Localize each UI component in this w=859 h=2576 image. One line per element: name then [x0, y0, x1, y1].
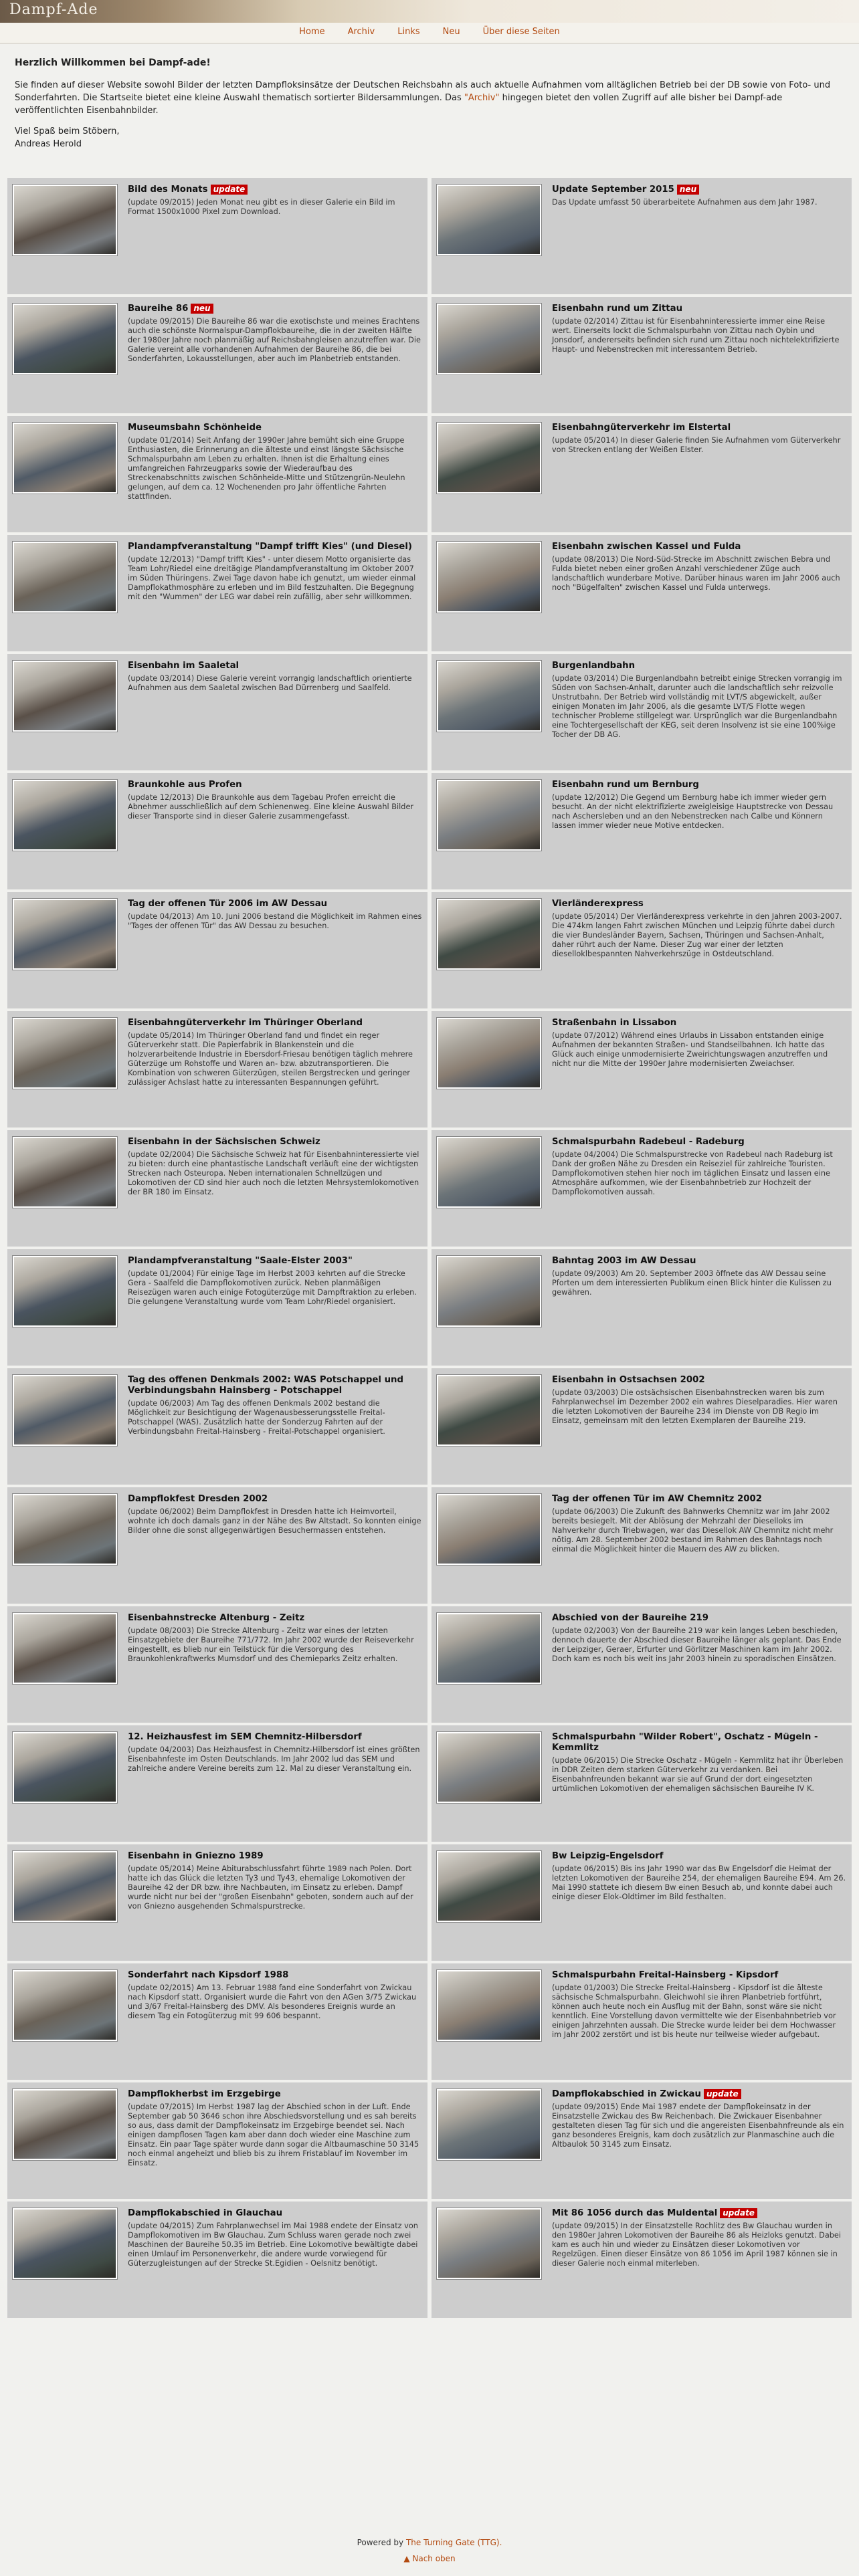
gallery-description: (update 06/2003) Die Zukunft des Bahnwerks Chemnitz war im Jahr 2002 bereits besiegelt. Mit der Ablösung der Mehrzahl der Dieselloks im Nahverkehr durch Triebwagen, war das Diesellok AW Chemnitz nicht mehr nötig. Am 28. September 2002 bestand im Rahmen des Bahntags noch einmal die Möglichkeit hinter die Mauern des AW zu blicken. [552, 1507, 834, 1553]
gallery-card-text [552, 542, 846, 645]
gallery-thumbnail[interactable] [13, 304, 117, 374]
gallery-card[interactable] [7, 1011, 427, 1128]
gallery-title[interactable] [128, 2208, 422, 2219]
gallery-card[interactable] [432, 1844, 852, 1961]
gallery-title-text: Braunkohle aus Profen [128, 780, 242, 790]
gallery-card-text [128, 1970, 422, 2073]
gallery-title[interactable] [128, 2089, 422, 2100]
gallery-description: Das Update umfasst 50 überarbeitete Aufnahmen aus dem Jahr 1987. [552, 198, 818, 207]
nav-link[interactable]: Links [397, 27, 420, 37]
gallery-thumbnail[interactable] [13, 1256, 117, 1327]
gallery-title[interactable] [552, 899, 846, 909]
gallery-title[interactable] [128, 542, 422, 552]
gallery-thumbnail[interactable] [13, 2089, 117, 2160]
signature: Andreas Herold [15, 139, 82, 149]
gallery-thumbnail[interactable] [437, 1494, 541, 1565]
gallery-title-text: Museumsbahn Schönheide [128, 423, 262, 433]
gallery-title[interactable] [128, 899, 422, 909]
gallery-description: (update 03/2014) Diese Galerie vereint vorrangig landschaftlich orientierte Aufnahmen aus dem Saaletal zwischen Bad Dürrenberg und Saalfeld. [128, 674, 412, 692]
gallery-title[interactable] [128, 661, 422, 671]
gallery-description: (update 06/2002) Beim Dampflokfest in Dresden hatte ich Heimvorteil, wohnte ich doch damals ganz in der Nähe des Bw Altstadt. So konnten einige Bilder ohne die sonst allgegenwärtigen Besuchermassen entstehen. [128, 1507, 421, 1535]
gallery-card-text [552, 661, 846, 764]
gallery-description: (update 06/2003) Am Tag des offenen Denkmals 2002 bestand die Möglichkeit zur Besichtigung der Wagenausbesserungsstelle Freital-Potschappel (WAS). Zusätzlich hatte der Sonderzug Fahrten auf der Verbindungsbahn Freital-Hainsberg - Freital-Potschappel organisiert. [128, 1399, 385, 1436]
gallery-thumbnail[interactable] [437, 2208, 541, 2279]
gallery-card[interactable] [7, 1368, 427, 1485]
gallery-thumbnail[interactable] [437, 1613, 541, 1684]
gallery-card-text [552, 780, 846, 883]
gallery-row [7, 1606, 852, 1723]
gallery-card[interactable] [432, 1130, 852, 1247]
gallery-title-text: Vierländerexpress [552, 899, 644, 909]
archive-link[interactable]: "Archiv" [464, 93, 500, 103]
gallery-card-text [552, 185, 846, 288]
gallery-title-text: Dampflokherbst im Erzgebirge [128, 2089, 281, 2099]
gallery-description: (update 09/2015) Ende Mai 1987 endete der Dampflokeinsatz in der Einsatzstelle Zwickau des Bw Reichenbach. Die Zwickauer Eisenbahner gestalteten diesen Tag für sich und die angereisten Eisenbahnfreunde als ein ganz besonderes Ereignis, kam doch zusätzlich zur Planmaschine auch die Altbaulok 50 3145 zum Einsatz. [552, 2103, 844, 2149]
gallery-title-text: Schmalspurbahn Radebeul - Radeburg [552, 1137, 745, 1147]
gallery-title[interactable] [128, 1970, 422, 1981]
gallery-description: (update 04/2013) Am 10. Juni 2006 bestand die Möglichkeit im Rahmen eines "Tages der offenen Tür" das AW Dessau zu besuchen. [128, 912, 422, 930]
gallery-card-text [128, 1137, 422, 1240]
gallery-card[interactable] [7, 535, 427, 651]
gallery-row [7, 1011, 852, 1128]
gallery-thumbnail[interactable] [13, 1494, 117, 1565]
intro-text-before: Sie finden auf dieser Website sowohl Bilder der letzten Dampfloksinsätze der Deutschen Reichsbahn als auch aktuelle Aufnahmen vom alltäglichen Betrieb bei der DB sowie von Foto- und Sonderfahrten. Die Startseite bietet eine kleine Auswahl thematisch sortierter Bildersammlungen. Das [15, 80, 831, 103]
gallery-description: (update 04/2015) Zum Fahrplanwechsel im Mai 1988 endete der Einsatz von Dampflokomotiven im Bw Glauchau. Zum Schluss waren gerade noch zwei Maschinen der Baureihe 50.35 im Betrieb. Eine Lokomotive bewältigte dabei einen Umlauf im Personenverkehr, die andere wurde vorwiegend für Güterzugleistungen auf der Strecke St.Egidien - Oelsnitz benötigt. [128, 2222, 418, 2268]
gallery-card-text [128, 1613, 422, 1716]
gallery-title-text: Eisenbahn in Ostsachsen 2002 [552, 1375, 705, 1385]
gallery-card[interactable] [432, 773, 852, 889]
gallery-card-text [128, 661, 422, 764]
gallery-title-text: Eisenbahngüterverkehr im Thüringer Oberland [128, 1018, 363, 1028]
gallery-thumbnail[interactable] [13, 1970, 117, 2041]
gallery-card[interactable] [7, 773, 427, 889]
footer [0, 2535, 859, 2567]
gallery-title[interactable] [552, 542, 846, 552]
gallery-title[interactable] [552, 1375, 846, 1386]
intro-paragraph [15, 79, 844, 117]
gallery-thumbnail[interactable] [13, 1613, 117, 1684]
gallery-description: (update 06/2015) Die Strecke Oschatz - Mügeln - Kemmlitz hat ihr Überleben in DDR Zeiten dem starken Güterverkehr zu verdanken. Bei Eisenbahnfreunden bekannt war sie auf Grund der dort eingesetzten urtümlichen Lokomotiven der ehemaligen sächsischen Baureihe IV K. [552, 1756, 844, 1793]
gallery-card-text [552, 1137, 846, 1240]
nav-link[interactable]: Neu [442, 27, 460, 37]
gallery-thumbnail[interactable] [437, 1970, 541, 2041]
powered-by [0, 2535, 859, 2551]
gallery-title-text: Schmalspurbahn Freital-Hainsberg - Kipsdorf [552, 1970, 779, 1980]
gallery-description: (update 05/2014) Im Thüringer Oberland fand und findet ein reger Güterverkehr statt. Die Papierfabrik in Blankenstein und die holzverarbeitende Industrie in Ebersdorf-Friesau benötigen täglich mehrere Güterzüge um Rohstoffe und Waren an- bzw. abzutransportieren. Die Kombination von schweren Güterzügen, steilen Bergstrecken und geringer zulässiger Achslast hatte zu interessanten Bespannungen geführt. [128, 1031, 413, 1087]
gallery-card[interactable] [432, 1011, 852, 1128]
gallery-description: (update 04/2003) Das Heizhausfest in Chemnitz-Hilbersdorf ist eines größten Eisenbahnfeste im Osten Deutschlands. Im Jahr 2002 lud das SEM und zahlreiche andere Vereine bereits zum 12. Mal zu dieser Veranstaltung ein. [128, 1745, 420, 1773]
gallery-row [7, 2082, 852, 2199]
gallery-thumbnail[interactable] [13, 2208, 117, 2279]
gallery-card-text [552, 1732, 846, 1835]
gallery-card[interactable] [432, 892, 852, 1008]
gallery-title-text: Eisenbahn rund um Bernburg [552, 780, 699, 790]
gallery-card-text [552, 1970, 846, 2073]
gallery-card[interactable] [7, 1487, 427, 1604]
gallery-row [7, 535, 852, 651]
gallery-title-text: Straßenbahn in Lissabon [552, 1018, 677, 1028]
gallery-card-text [128, 1732, 422, 1835]
site-banner [0, 0, 859, 23]
gallery-card[interactable] [432, 1487, 852, 1604]
gallery-title[interactable] [552, 2208, 846, 2219]
intro-heading: Herzlich Willkommen bei Dampf-ade! [15, 58, 211, 68]
gallery-card[interactable] [432, 1368, 852, 1485]
gallery-thumbnail[interactable] [13, 542, 117, 613]
gallery-title-text: Update September 2015 [552, 185, 674, 195]
gallery-row [7, 297, 852, 413]
gallery-row [7, 1249, 852, 1366]
gallery-row [7, 2202, 852, 2318]
gallery-title-text: Abschied von der Baureihe 219 [552, 1613, 708, 1623]
gallery-description: (update 01/2004) Für einige Tage im Herbst 2003 kehrten auf die Strecke Gera - Saalfeld die Dampflokomotiven zurück. Neben planmäßigen Reisezügen waren auch einige Fotogüterzüge mit Dampftraktion zu erleben. Die gelungene Veranstaltung wurde vom Team Lohr/Riedel organisiert. [128, 1269, 417, 1306]
gallery-title[interactable] [128, 1256, 422, 1267]
gallery-thumbnail[interactable] [437, 1018, 541, 1089]
gallery-title-text: Bild des Monats [128, 185, 208, 195]
greeting: Viel Spaß beim Stöbern, [15, 126, 120, 136]
update-badge: update [211, 185, 248, 195]
gallery-thumbnail[interactable] [437, 185, 541, 255]
gallery-description: (update 03/2014) Die Burgenlandbahn betreibt einige Strecken vorrangig im Süden von Sachsen-Anhalt, darunter auch die landschaftlich sehr reizvolle Unstrutbahn. Der Betrieb wird vollständig mit LVT/S abgewickelt, außer einigen Monaten im Jahr 2006, als die gesamte LVT/S Flotte wegen technischer Probleme stillgelegt war. Ursprünglich war die Burgenlandbahn eine Tochtergesellschaft der KEG, seit deren Insolvenz ist sie eine 100%ige Tocher der DB AG. [552, 674, 842, 739]
main-nav [0, 23, 859, 43]
gallery-card[interactable] [432, 1249, 852, 1366]
gallery-card-text [128, 423, 422, 526]
gallery-thumbnail[interactable] [437, 1375, 541, 1446]
intro-section [0, 43, 859, 165]
gallery-card[interactable] [432, 654, 852, 770]
gallery-description: (update 02/2003) Von der Baureihe 219 war kein langes Leben beschieden, dennoch dauerte der Abschied dieser Baureihe länger als geplant. Das Ende der Leipziger, Geraer, Erfurter und Görlitzer Maschinen kam im Jahr 2002. Doch kam es noch bis weit ins Jahr 2003 hinein zu sporadischen Einsätzen. [552, 1626, 842, 1663]
gallery-card[interactable] [432, 2082, 852, 2199]
gallery-card[interactable] [7, 416, 427, 532]
intro-text-after: hingegen bietet den vollen Zugriff auf alle bisher bei Dampf-ade veröffentlichten Eisenbahnbilder. [15, 93, 783, 116]
powered-prefix: Powered by [357, 2538, 406, 2547]
gallery-card[interactable] [432, 1963, 852, 2080]
gallery-row [7, 416, 852, 532]
gallery-thumbnail[interactable] [437, 661, 541, 732]
site-logo[interactable]: Dampf-Ade [9, 1, 98, 18]
gallery-description: (update 07/2012) Während eines Urlaubs in Lissabon entstanden einige Aufnahmen der bekannten Straßen- und Standseilbahnen. Ich hatte das Glück auch einige unmodernisierte Zweirichtungswagen anzutreffen und nicht nur die Mitte der 1990er Jahre modernisierten Zweiachser. [552, 1031, 828, 1068]
gallery-title-text: Schmalspurbahn "Wilder Robert", Oschatz - Mügeln - Kemmlitz [552, 1732, 818, 1753]
gallery-grid [7, 178, 852, 2321]
gallery-card[interactable] [7, 1963, 427, 2080]
gallery-title-text: Dampflokabschied in Zwickau [552, 2089, 701, 2099]
gallery-card-text [552, 304, 846, 407]
gallery-card[interactable] [432, 1725, 852, 1842]
gallery-title[interactable] [128, 1137, 422, 1148]
gallery-title-text: Eisenbahn in Gniezno 1989 [128, 1851, 264, 1861]
gallery-title[interactable] [128, 185, 422, 195]
ttg-link[interactable]: The Turning Gate (TTG). [405, 2538, 502, 2547]
gallery-title[interactable] [128, 1018, 422, 1029]
gallery-description: (update 09/2003) Am 20. September 2003 öffnete das AW Dessau seine Pforten um dem interessierten Publikum einen Blick hinter die Kulissen zu gewähren. [552, 1269, 832, 1297]
gallery-title-text: Eisenbahn zwischen Kassel und Fulda [552, 542, 741, 552]
gallery-row [7, 178, 852, 294]
gallery-card[interactable] [7, 1725, 427, 1842]
update-badge: update [720, 2208, 757, 2218]
gallery-card[interactable] [432, 1606, 852, 1723]
gallery-card-text [552, 1256, 846, 1359]
gallery-thumbnail[interactable] [437, 1256, 541, 1327]
gallery-title[interactable] [552, 1494, 846, 1505]
gallery-card-text [128, 1375, 422, 1478]
gallery-title-text: Tag der offenen Tür im AW Chemnitz 2002 [552, 1494, 763, 1504]
gallery-thumbnail[interactable] [13, 1137, 117, 1208]
gallery-card-text [552, 1494, 846, 1597]
gallery-row [7, 773, 852, 889]
gallery-thumbnail[interactable] [13, 780, 117, 851]
gallery-row [7, 1368, 852, 1485]
gallery-title[interactable] [552, 1018, 846, 1029]
gallery-description: (update 05/2014) Der Vierländerexpress verkehrte in den Jahren 2003-2007. Die 474km langen Fahrt zwischen München und Leipzig führte dabei durch die vier Bundesländer Bayern, Sachsen, Thüringen und Sachsen-Anhalt, daher rührt auch der Name. Dieser Zug war einer der letzten dieselloklbespannten Nahverkehrszüge in Ostdeutschland. [552, 912, 842, 958]
gallery-title[interactable] [552, 304, 846, 314]
gallery-title[interactable] [128, 304, 422, 314]
gallery-description: (update 01/2014) Seit Anfang der 1990er Jahre bemüht sich eine Gruppe Enthusiasten, die Erinnerung an die älteste und einst längste Sächsische Schmalspurbahn am Leben zu erhalten. Ihnen ist die Erhaltung eines umfangreichen Fahrzeugparks sowie der Wiederaufbau des Streckenabschnitts zwischen Schönheide-Mitte und Stützengrün-Neulehn gelungen, auf dem ca. 12 Wochenenden pro Jahr öffentliche Fahrten stattfinden. [128, 436, 405, 501]
gallery-card[interactable] [432, 297, 852, 413]
gallery-title[interactable] [552, 185, 846, 195]
gallery-title-text: Burgenlandbahn [552, 661, 636, 671]
gallery-title[interactable] [552, 661, 846, 671]
gallery-thumbnail[interactable] [437, 1851, 541, 1922]
gallery-title-text: 12. Heizhausfest im SEM Chemnitz-Hilbersdorf [128, 1732, 362, 1742]
gallery-card[interactable] [432, 2202, 852, 2318]
gallery-card-text [128, 1256, 422, 1359]
gallery-title-text: Dampflokfest Dresden 2002 [128, 1494, 268, 1504]
gallery-title[interactable] [128, 423, 422, 433]
gallery-card-text [552, 1375, 846, 1478]
gallery-title-text: Baureihe 86 [128, 304, 189, 314]
gallery-card-text [552, 899, 846, 1002]
gallery-thumbnail[interactable] [437, 780, 541, 851]
nav-link[interactable]: Archiv [347, 27, 375, 37]
gallery-thumbnail[interactable] [13, 185, 117, 255]
gallery-description: (update 02/2004) Die Sächsische Schweiz hat für Eisenbahninteressierte viel zu bieten: durch eine phantastische Landschaft verläuft eine der wichtigsten Strecken nach Osteuropa. Neben internationalen Schnellzügen und Lokomotiven der CD sind hier auch noch die letzten Mehrsystemlokomotiven der BR 180 im Einsatz. [128, 1150, 419, 1196]
gallery-card[interactable] [432, 416, 852, 532]
gallery-card[interactable] [7, 297, 427, 413]
back-to-top-link[interactable]: ▲ Nach oben [403, 2554, 456, 2563]
gallery-card-text [552, 1851, 846, 1954]
gallery-title-text: Eisenbahnstrecke Altenburg - Zeitz [128, 1613, 305, 1623]
gallery-card-text [128, 542, 422, 645]
gallery-card[interactable] [432, 535, 852, 651]
gallery-description: (update 04/2004) Die Schmalspurstrecke von Radebeul nach Radeburg ist Dank der großen Nähe zu Dresden ein Reiseziel für zahlreiche Touristen. Dampflokomotiven stehen hier noch im täglichen Einsatz und lassen eine Atmosphäre aufkommen, wie der Eisenbahnbetrieb zur Hochzeit der Dampflokomotiven aussah. [552, 1150, 833, 1196]
gallery-title-text: Bw Leipzig-Engelsdorf [552, 1851, 664, 1861]
gallery-description: (update 07/2015) Im Herbst 1987 lag der Abschied schon in der Luft. Ende September gab 50 3646 schon ihre Abschiedsvorstellung und es sah bereits so aus, dass damit der Dampflokeinsatz im Erzgebirge beendet sei. Nach einigen dampflosen Tagen kam aber dann doch wieder eine Maschine zum Einsatz. Ein paar Tage später wurde dann sogar die Altbaumaschine 50 3145 noch einmal angeheizt und blieb bis zu ihrem Fristablauf im November im Einsatz. [128, 2103, 419, 2167]
gallery-card-text [128, 899, 422, 1002]
gallery-card-text [128, 2089, 422, 2192]
nav-link[interactable]: Über diese Seiten [482, 27, 560, 37]
gallery-description: (update 12/2013) Die Braunkohle aus dem Tagebau Profen erreicht die Abnehmer ausschließlich auf dem Schienenweg. Eine kleine Auswahl Bilder dieser Transporte sind in dieser Galerie zusammengefasst. [128, 793, 414, 821]
gallery-thumbnail[interactable] [13, 423, 117, 494]
gallery-card[interactable] [7, 1130, 427, 1247]
update-badge: update [704, 2089, 741, 2099]
gallery-card[interactable] [7, 892, 427, 1008]
gallery-description: (update 09/2015) In der Einsatzstelle Rochlitz des Bw Glauchau wurden in den 1980er Jahren Lokomotiven der Baureihe 86 als Heizloks genutzt. Dabei kam es auch hin und wieder zu Einsätzen dieser Lokomotiven vor Regelzügen. Einen dieser Einsätze von 86 1056 im April 1987 können sie in dieser Galerie noch einmal miterleben. [552, 2222, 842, 2268]
gallery-title[interactable] [552, 1137, 846, 1148]
gallery-card-text [128, 2208, 422, 2311]
gallery-title[interactable] [552, 780, 846, 790]
gallery-thumbnail[interactable] [437, 304, 541, 374]
gallery-card[interactable] [432, 178, 852, 294]
gallery-title[interactable] [128, 1732, 422, 1743]
gallery-title[interactable] [128, 1375, 422, 1396]
gallery-description: (update 09/2015) Die Baureihe 86 war die exotischste und meines Erachtens auch die schönste Normalspur-Dampflokbaureihe, die in der zweiten Hälfte der 1980er Jahre noch planmäßig auf Reichsbahngleisen anzutreffen war. Die Galerie vereint alle vorhandenen Aufnahmen der Baureihe 86, die bei Sonderfahrten, Lokausstellungen, aber auch im Planbetrieb entstanden. [128, 317, 421, 363]
gallery-description: (update 09/2015) Jeden Monat neu gibt es in dieser Galerie ein Bild im Format 1500x1000 Pixel zum Download. [128, 198, 395, 216]
intro-signoff [15, 125, 844, 150]
gallery-title-text: Eisenbahn rund um Zittau [552, 304, 683, 314]
gallery-card[interactable] [7, 2202, 427, 2318]
gallery-title[interactable] [552, 423, 846, 433]
gallery-description: (update 06/2015) Bis ins Jahr 1990 war das Bw Engelsdorf die Heimat der letzten Lokomotiven der Baureihe 254, der ehemaligen Baureihe E94. Am 26. Mai 1990 stattete ich diesem Bw einen Besuch ab, und konnte dabei auch einige dieser Elok-Oldtimer im Bild festhalten. [552, 1864, 846, 1901]
gallery-title-text: Plandampfveranstaltung "Saale-Elster 2003" [128, 1256, 353, 1266]
gallery-description: (update 02/2014) Zittau ist für Eisenbahninteressierte immer eine Reise wert. Einerseits lockt die Schmalspurbahn von Zittau nach Oybin und Jonsdorf, andererseits befinden sich rund um Zittau noch nichtelektrifizierte Haupt- und Nebenstrecken mit interessantem Betrieb. [552, 317, 840, 354]
gallery-title-text: Eisenbahngüterverkehr im Elstertal [552, 423, 731, 433]
gallery-card[interactable] [7, 2082, 427, 2199]
gallery-row [7, 1963, 852, 2080]
gallery-description: (update 05/2014) In dieser Galerie finden Sie Aufnahmen vom Güterverkehr von Strecken entlang der Weißen Elster. [552, 436, 841, 454]
gallery-title-text: Eisenbahn im Saaletal [128, 661, 240, 671]
gallery-card-text [128, 780, 422, 883]
gallery-title[interactable] [552, 1256, 846, 1267]
gallery-title-text: Eisenbahn in der Sächsischen Schweiz [128, 1137, 320, 1147]
gallery-thumbnail[interactable] [13, 1732, 117, 1803]
gallery-thumbnail[interactable] [437, 1732, 541, 1803]
gallery-row [7, 1130, 852, 1247]
gallery-description: (update 12/2012) Die Gegend um Bernburg habe ich immer wieder gern besucht. An der nicht elektrifizierte zweigleisige Hauptstrecke von Dessau nach Aschersleben und an den Nebenstrecken nach Calbe und Könnern lassen immer wieder neue Motive entdecken. [552, 793, 834, 830]
gallery-row [7, 1725, 852, 1842]
gallery-thumbnail[interactable] [437, 2089, 541, 2160]
gallery-card-text [128, 1494, 422, 1597]
gallery-thumbnail[interactable] [437, 423, 541, 494]
gallery-thumbnail[interactable] [437, 1137, 541, 1208]
gallery-title-text: Bahntag 2003 im AW Dessau [552, 1256, 696, 1266]
gallery-description: (update 05/2014) Meine Abiturabschlussfahrt führte 1989 nach Polen. Dort hatte ich das Glück die letzten Ty3 und Ty43, ehemalige Lokomotiven der Baureihe 42 der DR bzw. ihre Nachbauten, im Einsatz zu erleben. Dampf wurde nicht nur bei der "großen Eisenbahn" geboten, sondern auch auf der von Gniezno ausgehenden Schmalspurstrecke. [128, 1864, 413, 1911]
gallery-card[interactable] [7, 1249, 427, 1366]
gallery-title-text: Tag des offenen Denkmals 2002: WAS Potschappel und Verbindungsbahn Hainsberg - Potschappel [128, 1375, 404, 1396]
gallery-card-text [552, 423, 846, 526]
gallery-description: (update 08/2003) Die Strecke Altenburg - Zeitz war eines der letzten Einsatzgebiete der Baureihe 771/772. Im Jahr 2002 wurde der Reiseverkehr eingestellt, es blieb nur ein Teilstück für die Versorgung des Braunkohlenkraftwerks Mumsdorf und des Chemieparks Zeitz erhalten. [128, 1626, 414, 1663]
gallery-description: (update 08/2013) Die Nord-Süd-Strecke im Abschnitt zwischen Bebra und Fulda bietet neben einer großen Anzahl verschiedener Züge auch landschaftlich wunderbare Motive. Darüber hinaus waren im Jahr 2006 auch noch "Bügelfalten" zwischen Kassel und Fulda unterwegs. [552, 555, 840, 592]
gallery-title[interactable] [128, 1613, 422, 1624]
gallery-row [7, 892, 852, 1008]
gallery-card-text [128, 1018, 422, 1121]
gallery-thumbnail[interactable] [13, 1375, 117, 1446]
gallery-title[interactable] [128, 1851, 422, 1862]
gallery-title[interactable] [552, 1732, 846, 1753]
gallery-title-text: Tag der offenen Tür 2006 im AW Dessau [128, 899, 328, 909]
gallery-description: (update 02/2015) Am 13. Februar 1988 fand eine Sonderfahrt von Zwickau nach Kipsdorf statt. Organisiert wurde die Fahrt von den AGen 3/75 Zwickau und 3/67 Freital-Hainsberg des DMV. Als besonderes Ereignis wurde an diesem Tag ein Fotogüterzug mit 99 606 bespannt. [128, 1983, 417, 2020]
gallery-card-text [128, 185, 422, 288]
gallery-row [7, 1844, 852, 1961]
gallery-card-text [128, 304, 422, 407]
gallery-card-text [552, 2208, 846, 2311]
gallery-title[interactable] [552, 1970, 846, 1981]
gallery-thumbnail[interactable] [437, 899, 541, 970]
gallery-card[interactable] [7, 178, 427, 294]
gallery-title-text: Sonderfahrt nach Kipsdorf 1988 [128, 1970, 289, 1980]
gallery-thumbnail[interactable] [13, 1018, 117, 1089]
neu-badge: neu [191, 304, 213, 314]
gallery-title[interactable] [552, 1613, 846, 1624]
gallery-thumbnail[interactable] [437, 542, 541, 613]
gallery-title[interactable] [552, 1851, 846, 1862]
gallery-description: (update 12/2013) "Dampf trifft Kies" - unter diesem Motto organisierte das Team Lohr/Riedel eine dreitägige Plandampfveranstaltung im Oktober 2007 im Süden Thüringens. Zwei Tage davon habe ich genutzt, um wieder einmal Dampflokathmosphäre zu erleben und im Bild festzuhalten. Die Begegnung mit den "Wummen" der LEG war dabei rein zufällig, aber sehr willkommen. [128, 555, 416, 601]
gallery-title-text: Mit 86 1056 durch das Muldental [552, 2208, 718, 2218]
gallery-row [7, 654, 852, 770]
gallery-thumbnail[interactable] [13, 899, 117, 970]
gallery-card[interactable] [7, 654, 427, 770]
gallery-thumbnail[interactable] [13, 661, 117, 732]
gallery-title[interactable] [128, 780, 422, 790]
gallery-description: (update 03/2003) Die ostsächsischen Eisenbahnstrecken waren bis zum Fahrplanwechsel im Dezember 2002 ein wahres Dieselparadies. Hier waren die letzten Lokomotiven der Baureihe 234 im Dienste von DB Regio im Einsatz, gemeinsam mit den letzten Exemplaren der Baureihe 219. [552, 1388, 838, 1425]
gallery-card[interactable] [7, 1844, 427, 1961]
nav-link[interactable]: Home [299, 27, 325, 37]
gallery-card-text [552, 1018, 846, 1121]
gallery-card[interactable] [7, 1606, 427, 1723]
gallery-row [7, 1487, 852, 1604]
gallery-title[interactable] [552, 2089, 846, 2100]
gallery-title-text: Plandampfveranstaltung "Dampf trifft Kies" (und Diesel) [128, 542, 412, 552]
gallery-description: (update 01/2003) Die Strecke Freital-Hainsberg - Kipsdorf ist die älteste sächsische Schmalspurbahn. Gleichwohl sie ihren Planbetrieb fortführt, können auch heute noch ein Ausflug mit der Bahn, sonst wäre sie nicht kenntlich. Eine Vorstellung davon vermittelte wie der Eisenbahnbetrieb vor einigen Jahrzehnten aussah. Die Strecke wurde leider bei dem Hochwasser im Jahr 2002 zerstört und ist bis heute nur teilweise wieder aufgebaut. [552, 1983, 836, 2039]
gallery-card-text [552, 2089, 846, 2192]
gallery-card-text [552, 1613, 846, 1716]
gallery-title-text: Dampflokabschied in Glauchau [128, 2208, 283, 2218]
neu-badge: neu [677, 185, 699, 195]
gallery-title[interactable] [128, 1494, 422, 1505]
gallery-card-text [128, 1851, 422, 1954]
gallery-thumbnail[interactable] [13, 1851, 117, 1922]
